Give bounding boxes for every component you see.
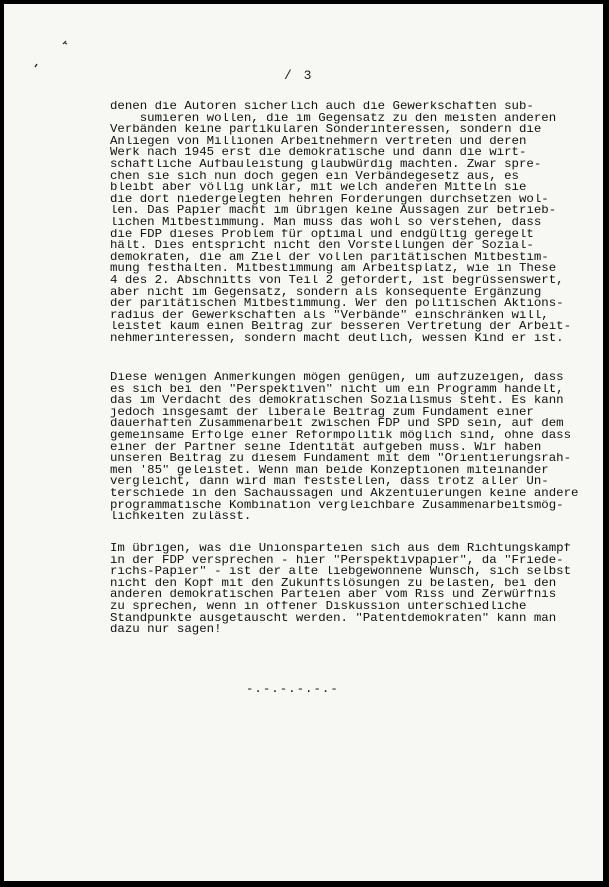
text-line: len. Das Papier macht im übrigen keine Aussagen zur betrieb- [110, 205, 557, 217]
text-line: lichen Mitbestimmung. Man muss das wohl so verstehen, dass [110, 216, 542, 229]
scan-speck-marks [32, 34, 72, 74]
page-number: / 3 [284, 68, 314, 83]
text-line: der paritätischen Mitbestimmung. Wer den politischen Aktions- [110, 298, 564, 310]
text-line: Werk nach 1945 erst die demokratische und dann die wirt- [110, 147, 527, 159]
text-line: das im Verdacht des demokratischen Sozialismus steht. Es kann [110, 395, 564, 407]
text-line: dauerhaften Zusammenarbeit zwischen FDP und SPD sein, auf dem [110, 418, 564, 430]
text-line: terschiede in den Sachaussagen und Akzentuierungen keine andere [110, 487, 579, 500]
paragraph-1 [110, 101, 580, 344]
text-line: leistet kaum einen Beitrag zur besseren Vertretung der Arbeit- [110, 321, 572, 333]
paragraph-2 [110, 372, 580, 523]
text-line: Diese wenigen Anmerkungen mögen genügen, um aufzuzeigen, dass [110, 372, 564, 384]
text-line: denen die Autoren sicherlich auch die Gewerkschaften sub- [110, 101, 534, 113]
text-line: jedoch insgesamt der liberale Beitrag zum Fundament einer [110, 406, 534, 419]
text-line: unseren Beitrag zu diesem Fundament mit dem "Orientierungsrah- [110, 453, 572, 465]
text-line: gemeinsame Erfolge einer Reformpolitik möglich sind, ohne dass [110, 429, 572, 442]
text-line: Standpunkte ausgetauscht werden. "Patentdemokraten" kann man [110, 612, 557, 625]
text-line: programmatische Kombination vergleichbare Zusammenarbeitsmög- [110, 499, 564, 512]
text-line: vergleicht, dann wird man feststellen, dass trotz aller Un- [110, 476, 549, 488]
document-page [4, 4, 603, 881]
text-line: men '85" geleistet. Wenn man beide Konzeptionen miteinander [110, 464, 549, 477]
text-line: zu sprechen, wenn in offener Diskussion unterschiedliche [110, 600, 527, 613]
text-line: chen sie sich nun doch gegen ein Verbändegesetz aus, es [110, 170, 519, 183]
paragraph-3 [110, 543, 580, 636]
text-line: schaftliche Aufbauleistung glaubwürdig machten. Zwar spre- [110, 158, 542, 171]
text-line: richs-Papier" - ist der alte liebgewonnene Wunsch, sich selbst [110, 566, 572, 578]
text-line: radius der Gewerkschaften als "Verbände" einschränken will, [110, 309, 549, 322]
text-line: sumieren wollen, die im Gegensatz zu den meisten anderen [110, 112, 557, 125]
text-line: die FDP dieses Problem für optimal und endgültig geregelt [110, 228, 534, 241]
text-line: Anliegen von Millionen Arbeitnehmern vertreten und deren [110, 135, 527, 148]
text-line: anderen demokratischen Parteien aber vom Riss und Zerwürfnis [110, 589, 557, 601]
text-line: 4 des 2. Abschnitts von Teil 2 gefordert, ist begrüssenswert, [110, 274, 564, 287]
text-line: Im übrigen, was die Unionsparteien sich aus dem Richtungskampf [110, 543, 572, 555]
text-line: bleibt aber völlig unklar, mit welch anderen Mitteln sie [110, 182, 527, 194]
text-line: die dort niedergelegten hehren Forderungen durchsetzen wol- [110, 193, 549, 206]
text-line: Verbänden keine partikularen Sonderinteressen, sondern die [110, 124, 542, 136]
text-line: hält. Dies entspricht nicht den Vorstellungen der Sozial- [110, 240, 534, 252]
text-line: demokraten, die am Ziel der vollen paritätischen Mitbestim- [110, 251, 549, 264]
text-line: lichkeiten zulässt. [110, 511, 252, 523]
text-line: mung festhalten. Mitbestimmung am Arbeitsplatz, wie in These [110, 263, 557, 275]
text-line: in der FDP versprechen - hier "Perspektivpapier", da "Friede- [110, 554, 564, 567]
text-line: einer der Partner seine Identität aufgeben muss. Wir haben [110, 441, 542, 454]
text-line: es sich bei den "Perspektiven" nicht um ein Programm handelt, [110, 383, 564, 396]
text-line: nicht den Kopf mit den Zukunftslösungen zu belasten, bei den [110, 577, 557, 590]
text-line: aber nicht im Gegensatz, sondern als konsequente Ergänzung [110, 286, 542, 299]
text-line: nehmerinteressen, sondern macht deutlich, wessen Kind er ist. [110, 332, 564, 345]
end-of-text-mark: -.-.-.-.-.- [246, 682, 339, 696]
text-line: dazu nur sagen! [110, 624, 222, 636]
